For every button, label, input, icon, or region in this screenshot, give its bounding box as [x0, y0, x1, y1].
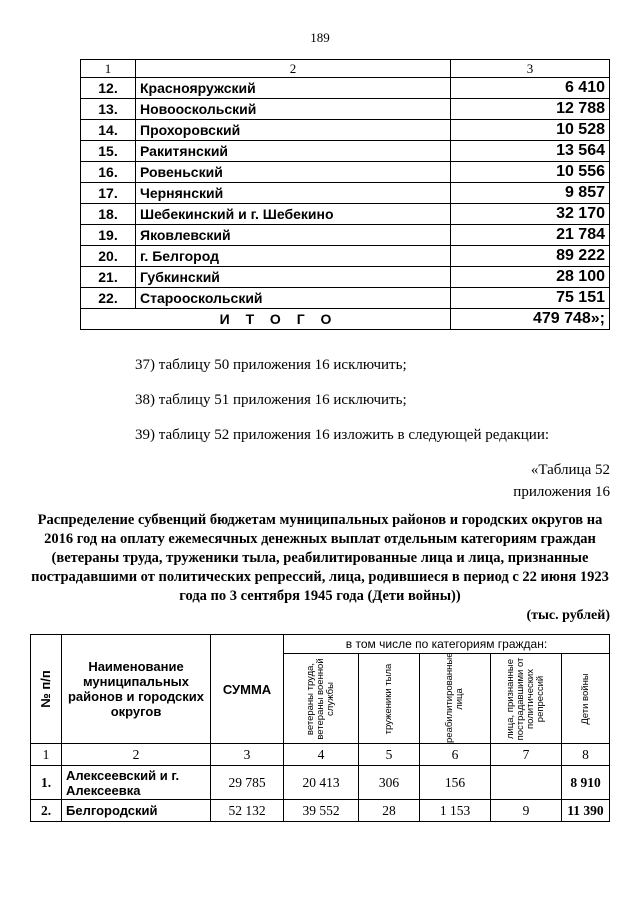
col-sum-header: СУММА [211, 635, 284, 744]
table-row [81, 246, 610, 267]
row-number: 19. [81, 225, 136, 246]
table-row [81, 288, 610, 309]
category-value [491, 766, 562, 800]
table-row [81, 120, 610, 141]
category-value: 1 153 [420, 800, 491, 822]
header-cell: 3 [451, 60, 610, 78]
row-number: 13. [81, 99, 136, 120]
row-number: 22. [81, 288, 136, 309]
header-cell: 2 [136, 60, 451, 78]
paragraph-37: 37) таблицу 50 приложения 16 исключить; [135, 357, 407, 373]
district-name: Губкинский [136, 267, 451, 288]
col-num-header: № п/п [31, 635, 62, 744]
category-value: 8 910 [562, 766, 610, 800]
table-row [31, 766, 610, 800]
district-name: Шебекинский и г. Шебекино [136, 204, 451, 225]
table-caption-line2: приложения 16 [513, 484, 610, 500]
paragraph-38: 38) таблицу 51 приложения 16 исключить; [135, 392, 407, 408]
index-cell: 4 [284, 744, 359, 766]
header-cell: 1 [81, 60, 136, 78]
row-number: 1. [31, 766, 62, 800]
table-row [81, 183, 610, 204]
category-header: ветераны труда, ветераны военной службы [284, 654, 359, 744]
paragraph-39: 39) таблицу 52 приложения 16 изложить в следующей редакции: [135, 427, 550, 443]
district-name: Ровеньский [136, 162, 451, 183]
index-cell: 3 [211, 744, 284, 766]
row-number: 17. [81, 183, 136, 204]
category-value: 306 [359, 766, 420, 800]
district-value: 10 556 [451, 162, 610, 183]
district-value: 12 788 [451, 99, 610, 120]
district-name: Алексеевский и г. Алексеевка [62, 766, 211, 800]
header-row-top [31, 635, 610, 654]
district-name: Чернянский [136, 183, 451, 204]
row-number: 20. [81, 246, 136, 267]
row-number: 2. [31, 800, 62, 822]
district-name: Ракитянский [136, 141, 451, 162]
district-value: 21 784 [451, 225, 610, 246]
category-header: лица, признанные пострадавшими от политических репрессий [491, 654, 562, 744]
district-value: 75 151 [451, 288, 610, 309]
table-header-row [81, 60, 610, 78]
district-value: 10 528 [451, 120, 610, 141]
sum-value: 29 785 [211, 766, 284, 800]
row-number: 14. [81, 120, 136, 141]
district-name: Новооскольский [136, 99, 451, 120]
units-label: (тыс. рублей) [526, 608, 610, 623]
category-header: Дети войны [562, 654, 610, 744]
sum-value: 52 132 [211, 800, 284, 822]
total-label: ИТОГО [81, 309, 451, 330]
index-cell: 1 [31, 744, 62, 766]
table-row [31, 800, 610, 822]
table-caption-line1: «Таблица 52 [530, 462, 610, 478]
table-row [81, 225, 610, 246]
total-value: 479 748»; [451, 309, 610, 330]
category-value: 9 [491, 800, 562, 822]
row-number: 16. [81, 162, 136, 183]
category-header: труженики тыла [359, 654, 420, 744]
row-number: 15. [81, 141, 136, 162]
table-row [81, 204, 610, 225]
row-number: 12. [81, 78, 136, 99]
district-value: 28 100 [451, 267, 610, 288]
table-row [81, 162, 610, 183]
row-number: 18. [81, 204, 136, 225]
district-name: Прохоровский [136, 120, 451, 141]
category-group-header: в том числе по категориям граждан: [284, 635, 610, 654]
index-cell: 8 [562, 744, 610, 766]
total-row [81, 309, 610, 330]
table-row [81, 267, 610, 288]
table-heading: Распределение субвенций бюджетам муниципальных районов и городских округов на 2016 год на оплату ежемесячных денежных выплат отдельным категориям граждан (ветераны труда, труженики тыла, реабилитированные лица и лица, признанные пострадавшими от политических репрессий, лица, родившиеся в период с 22 июня 1923 года по 3 сентября 1945 года (Дети войны)) [31, 512, 609, 604]
index-cell: 2 [62, 744, 211, 766]
page-number: 189 [310, 30, 330, 45]
district-name: г. Белгород [136, 246, 451, 267]
col-name-header: Наименование муниципальных районов и городских округов [62, 635, 211, 744]
subsidy-table-52 [30, 634, 610, 822]
district-value: 6 410 [451, 78, 610, 99]
category-value: 39 552 [284, 800, 359, 822]
row-number: 21. [81, 267, 136, 288]
district-value: 89 222 [451, 246, 610, 267]
district-value: 32 170 [451, 204, 610, 225]
category-value: 156 [420, 766, 491, 800]
category-value: 20 413 [284, 766, 359, 800]
district-value: 13 564 [451, 141, 610, 162]
index-cell: 7 [491, 744, 562, 766]
district-value: 9 857 [451, 183, 610, 204]
district-name: Яковлевский [136, 225, 451, 246]
category-value: 28 [359, 800, 420, 822]
subsidy-table-continued [80, 59, 610, 330]
category-header: реабилитированные лица [420, 654, 491, 744]
index-row [31, 744, 610, 766]
index-cell: 5 [359, 744, 420, 766]
table-row [81, 78, 610, 99]
index-cell: 6 [420, 744, 491, 766]
district-name: Краснояружский [136, 78, 451, 99]
district-name: Старооскольский [136, 288, 451, 309]
category-value: 11 390 [562, 800, 610, 822]
table-row [81, 99, 610, 120]
district-name: Белгородский [62, 800, 211, 822]
table-row [81, 141, 610, 162]
